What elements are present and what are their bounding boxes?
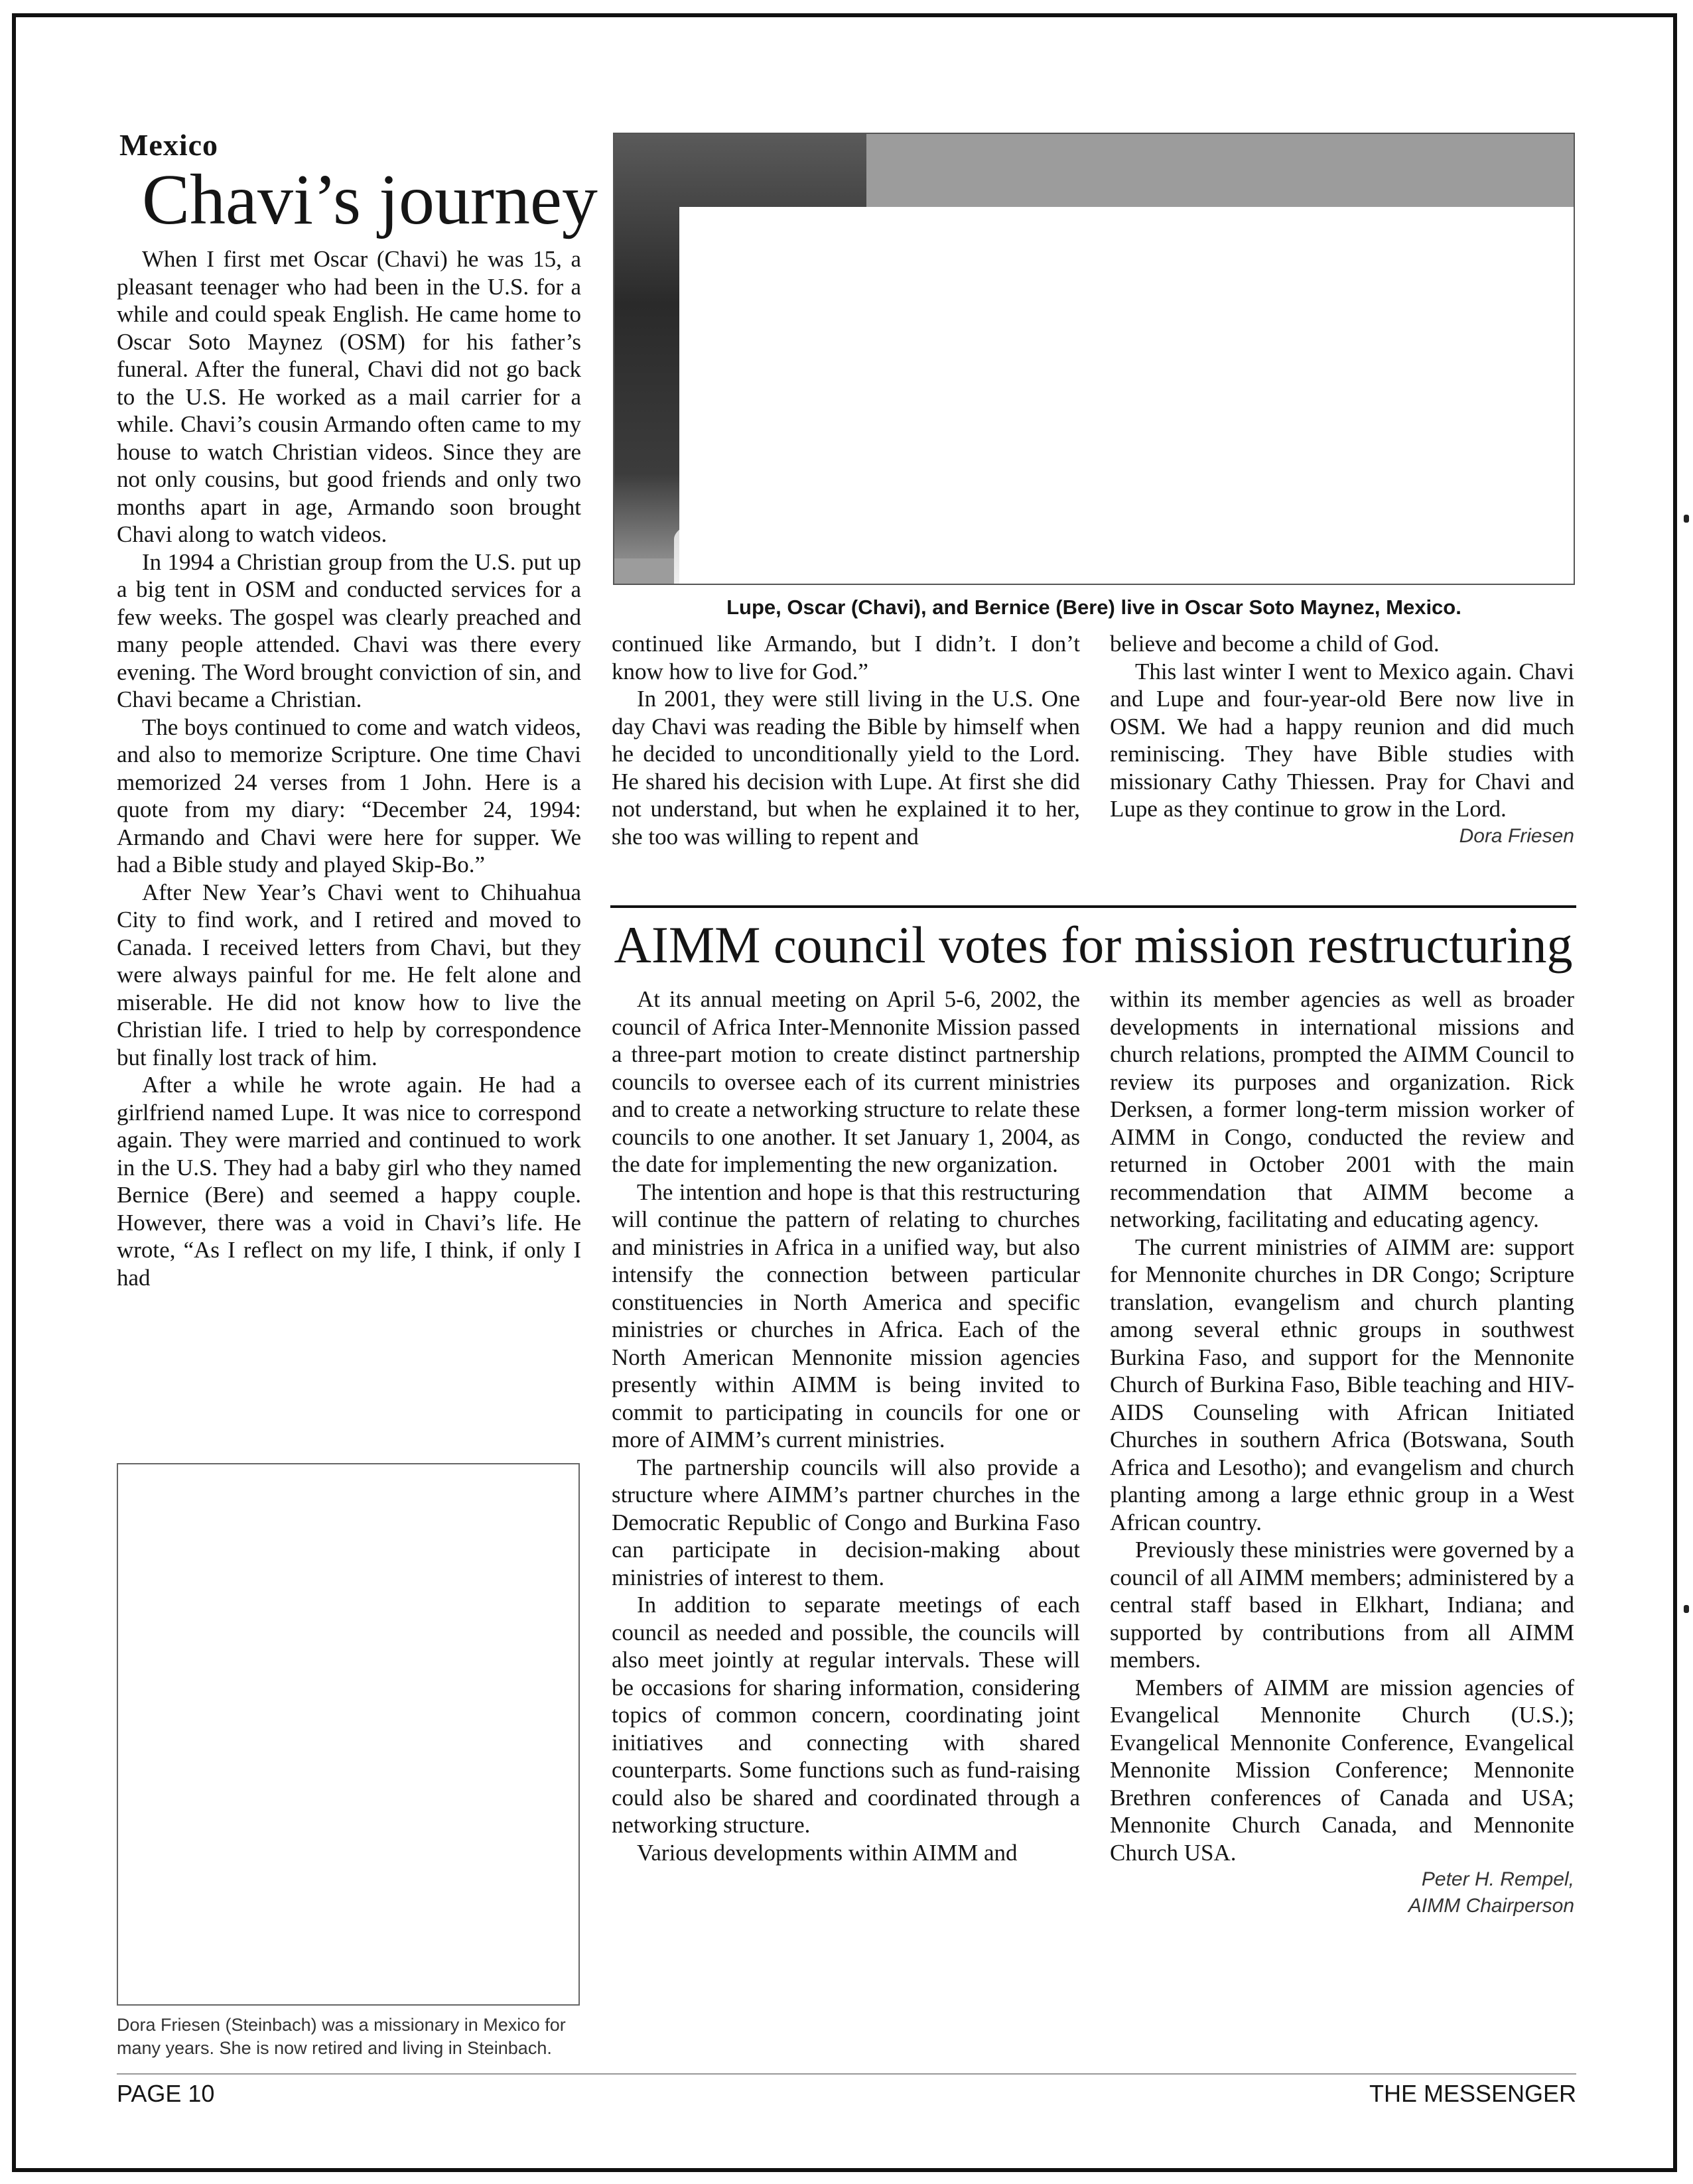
paragraph: At its annual meeting on April 5-6, 2002, the council of Africa Inter-Mennonite Mission passed a three-part motion to create distinct partnership councils to oversee each of its current ministries and to create a networking structure to relate these councils to one another. It set January 1, 2004, as the date for implementing the new organization.	[612, 986, 1080, 1177]
paragraph: The current ministries of AIMM are: support for Mennonite churches in DR Congo; Scripture translation, evangelism and church planting among several ethnic groups in southwest Burkina Faso, and support for the Mennonite Church of Burkina Faso, Bible teaching and HIV-AIDS Counseling with African Initiated Churches in southern Africa (Botswana, South Africa and Lesotho); and evangelism and church planting among a large ethnic group in a West African country.	[1110, 1234, 1574, 1535]
paragraph: In 2001, they were still living in the U.S. One day Chavi was reading the Bible by himself when he decided to unconditionally yield to the Lord. He shared his decision with Lupe. At first she did not understand, but when he explained it to her, she too was willing to repent and	[612, 686, 1080, 850]
article2-column-2	[1110, 986, 1574, 1919]
article-column-2	[612, 630, 1080, 850]
paragraph: In addition to separate meetings of each council as needed and possible, the councils will also meet jointly at regular intervals. These will be occasions for sharing information, considering topics of common concern, coordinating joint initiatives and connecting with shared counterparts. Some functions such as fund-raising could also be shared and coordinated through a networking structure.	[612, 1592, 1080, 1838]
article-title: Chavi’s journey	[142, 161, 598, 239]
paragraph: within its member agencies as well as broader developments in international missions and church relations, prompted the AIMM Council to review its purposes and organization. Rick Derksen, a former long-term mission worker of AIMM in Congo, conducted the review and returned in October 2001 with the main recommendation that AIMM become a networking, facilitating and educating agency.	[1110, 986, 1574, 1232]
family-photo	[613, 133, 1575, 585]
scan-mark	[1684, 1605, 1689, 1613]
paragraph: The intention and hope is that this restructuring will continue the pattern of relating to churches and ministries in Africa in a unified way, but also intensify the connection between particular constituencies in North America and specific ministries or churches in Africa. Each of the North American Mennonite mission agencies presently within AIMM is being invited to commit to participating in councils for one or more of AIMM’s current ministries.	[612, 1179, 1080, 1452]
footer-rule	[117, 2073, 1576, 2075]
paragraph: After New Year’s Chavi went to Chihuahua City to find work, and I retired and moved to Canada. I received letters from Chavi, but they were always painful for me. He felt alone and miserable. He did not know how to live the Christian life. I tried to help by correspondence but finally lost track of him.	[117, 879, 581, 1070]
byline-title: AIMM Chairperson	[1408, 1895, 1574, 1917]
paragraph: In 1994 a Christian group from the U.S. put up a big tent in OSM and conducted services for a few weeks. The gospel was clearly preached and many people attended. Chavi was there every evening. The Word brought conviction of sin, and Chavi became a Christian.	[117, 548, 581, 712]
byline-name: Peter H. Rempel,	[1421, 1868, 1574, 1890]
paragraph: Members of AIMM are mission agencies of Evangelical Mennonite Church (U.S.); Evangelical Mennonite Conference, Evangelical Mennonite Mission Conference; Mennonite Brethren conferences of Canada and USA; Mennonite Church Canada, and Mennonite Church USA.	[1110, 1674, 1574, 1866]
article-column-3	[1110, 630, 1574, 850]
paragraph: continued like Armando, but I didn’t. I don’t know how to live for God.”	[612, 631, 1080, 684]
paragraph: Previously these ministries were governed by a council of all AIMM members; administered by a central staff based in Elkhart, Indiana; and supported by contributions from all AIMM members.	[1110, 1537, 1574, 1673]
article-byline: Dora Friesen	[1459, 824, 1574, 847]
article-title-2: AIMM council votes for mission restructuring	[614, 916, 1573, 974]
paragraph: The boys continued to come and watch videos, and also to memorize Scripture. One time Chavi memorized 24 verses from 1 John. Here is a quote from my diary: “December 24, 1994: Armando and Chavi were here for supper. We had a Bible study and played Skip-Bo.”	[117, 714, 581, 877]
paragraph: After a while he wrote again. He had a girlfriend named Lupe. It was nice to correspond again. They were married and continued to work in the U.S. They had a baby girl who they named Bernice (Bere) and seemed a happy couple. However, there was a void in Chavi’s life. He wrote, “As I reflect on my life, I think, if only I had	[117, 1072, 581, 1291]
article-column-1	[117, 245, 581, 1291]
article2-column-1	[612, 986, 1080, 1866]
section-kicker: Mexico	[119, 128, 219, 162]
paragraph: Various developments within AIMM and	[637, 1839, 1018, 1866]
section-divider	[610, 905, 1576, 908]
paragraph: This last winter I went to Mexico again. Chavi and Lupe and four-year-old Bere now live in OSM. We had a happy reunion and did much reminiscing. They have Bible studies with missionary Cathy Thiessen. Pray for Chavi and Lupe as they continue to grow in the Lord.	[1110, 658, 1574, 822]
scan-mark	[1684, 515, 1689, 523]
publication-name: THE MESSENGER	[1369, 2080, 1576, 2107]
paragraph: When I first met Oscar (Chavi) he was 15, a pleasant teenager who had been in the U.S. for a while and could speak English. He came home to Oscar Soto Maynez (OSM) for his father’s funeral. After the funeral, Chavi did not go back to the U.S. He worked as a mail carrier for a while. Chavi’s cousin Armando often came to my house to watch Christian videos. Since they are not only cousins, but good friends and only two months apart in age, Armando soon brought Chavi along to watch videos.	[117, 246, 581, 547]
photo-redacted-area	[679, 207, 1575, 585]
photo-caption: Lupe, Oscar (Chavi), and Bernice (Bere) live in Oscar Soto Maynez, Mexico.	[726, 596, 1461, 619]
paragraph: The partnership councils will also provide a structure where AIMM’s partner churches in the Democratic Republic of Congo and Burkina Faso can participate in decision-making about ministries of interest to them.	[612, 1454, 1080, 1590]
author-photo-frame	[117, 1463, 580, 2006]
paragraph: believe and become a child of God.	[1110, 631, 1440, 657]
page-number: PAGE 10	[117, 2080, 215, 2107]
author-caption: Dora Friesen (Steinbach) was a missionary in Mexico for many years. She is now retired and living in Steinbach.	[117, 2015, 566, 2058]
